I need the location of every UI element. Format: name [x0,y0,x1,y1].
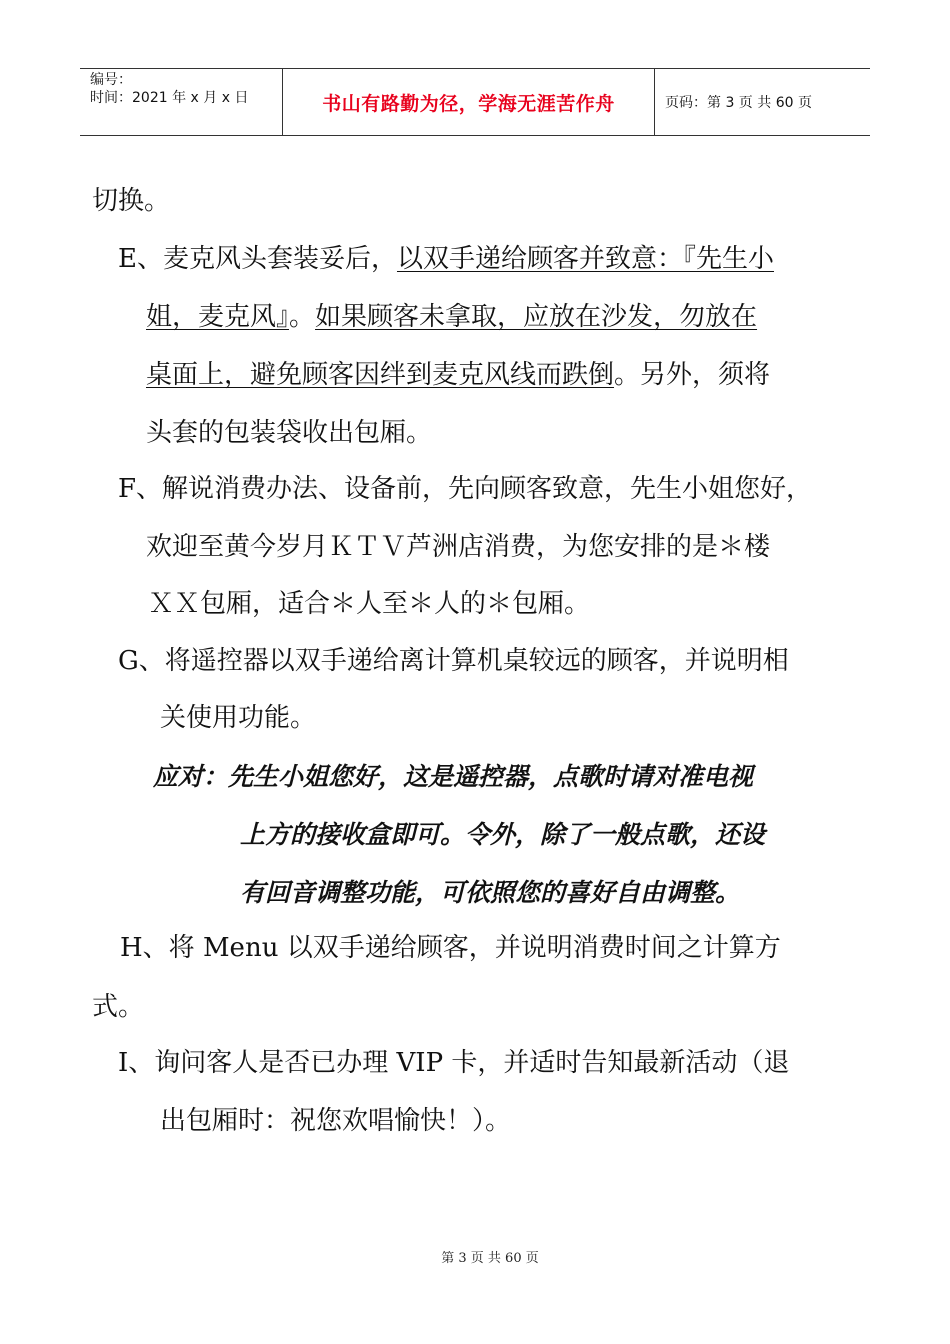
item-f-line-2: 欢迎至黄今岁月ＫＴＶ芦洲店消费，为您安排的是＊楼 [146,532,771,562]
item-e-mid: 。 [289,302,316,332]
header-motto-cell [283,69,655,135]
item-i-line-2: 出包厢时：祝您欢唱愉快！）。 [160,1106,512,1136]
reply-line-1: 应对：先生小姐您好，这是遥控器，点歌时请对准电视 [153,762,754,791]
item-i-line-1: I、询问客人是否已办理 VIP 卡，并适时告知最新活动（退 [118,1048,790,1078]
item-e-underline-1: 以双手递给顾客并致意：『先生小 [396,244,774,274]
item-e-line-1 [118,242,774,276]
item-g-line-2: 关使用功能。 [160,703,317,733]
item-e-tail: 。另外，须将 [614,360,771,390]
page-info: 页码：第 3 页 共 60 页 [665,95,812,111]
date-label: 时间：2021 年 x 月 x 日 [90,90,249,106]
motto-text: 书山有路勤为径，学海无涯苦作舟 [322,92,615,115]
page-header [80,68,870,136]
item-e-prefix: E、麦克风头套装妥后， [118,244,397,274]
footer-page-number: 第 3 页 共 60 页 [441,1251,539,1266]
item-f-line-3: ＸＸ包厢，适合＊人至＊人的＊包厢。 [148,589,591,619]
header-page-cell [655,69,870,135]
header-meta-cell [80,69,283,135]
item-e-line-3 [146,358,770,392]
item-e-underline-3: 如果顾客未拿取，应放在沙发，勿放在 [315,302,758,332]
item-e-underline-2: 姐，麦克风』 [146,302,290,332]
item-h-line-2: 式。 [92,992,145,1022]
item-e-line-4: 头套的包装袋收出包厢。 [146,418,433,448]
page-footer [0,1247,950,1266]
item-h-line-1: H、将 Menu 以双手递给顾客，并说明消费时间之计算方 [120,933,781,963]
body-line-1: 切换。 [92,186,171,216]
reply-line-2: 上方的接收盒即可。令外，除了一般点歌，还设 [240,820,766,849]
reply-line-3: 有回音调整功能，可依照您的喜好自由调整。 [240,878,741,907]
item-f-line-1: F、解说消费办法、设备前，先向顾客致意，先生小姐您好， [118,474,813,504]
item-e-underline-4: 桌面上，避免顾客因绊到麦克风线而跌倒 [146,360,615,390]
number-label: 编号： [90,72,132,88]
item-g-line-1: G、将遥控器以双手递给离计算机桌较远的顾客，并说明相 [118,646,789,676]
item-e-line-2 [146,300,757,334]
